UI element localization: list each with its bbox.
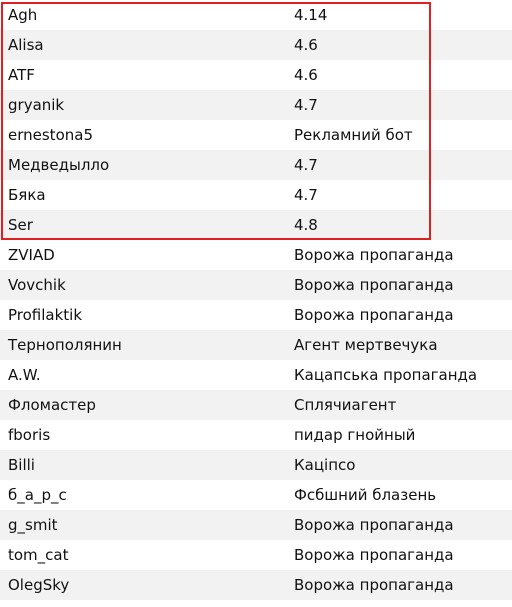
user-name: ernestona5 [8, 126, 93, 144]
user-value: 4.7 [294, 96, 318, 114]
table-row [0, 120, 512, 150]
user-name: g_smit [8, 516, 58, 534]
user-value: 4.6 [294, 36, 318, 54]
table-row [0, 420, 512, 450]
user-value: Каціпсо [294, 456, 356, 474]
user-name: Бяка [8, 186, 46, 204]
user-name: б_а_р_с [8, 486, 67, 504]
user-name: ATF [8, 66, 35, 84]
user-value: 4.6 [294, 66, 318, 84]
user-value: пидар гнойный [294, 426, 416, 444]
table-row [0, 270, 512, 300]
user-value: Кацапська пропаганда [294, 366, 478, 384]
table-row [0, 0, 512, 30]
table-row [0, 150, 512, 180]
user-value: Ворожа пропаганда [294, 546, 454, 564]
user-name: Медведылло [8, 156, 110, 174]
user-value: 4.8 [294, 216, 318, 234]
user-value: Фсбшний блазень [294, 486, 437, 504]
user-value: Ворожа пропаганда [294, 276, 454, 294]
user-value: Ворожа пропаганда [294, 516, 454, 534]
table-row [0, 60, 512, 90]
table-row [0, 210, 512, 240]
user-name: Тернополянин [8, 336, 122, 354]
user-name: ZVIAD [8, 246, 55, 264]
table-row [0, 450, 512, 480]
table-row [0, 330, 512, 360]
user-value: Агент мертвечука [294, 336, 438, 354]
user-name: tom_cat [8, 546, 69, 564]
user-name: Profilaktik [8, 306, 83, 324]
table-row [0, 540, 512, 570]
user-name: Billi [8, 456, 35, 474]
user-name: Ser [8, 216, 33, 234]
user-name: Agh [8, 6, 38, 24]
table-row [0, 360, 512, 390]
table-row [0, 300, 512, 330]
table-row [0, 480, 512, 510]
table-row [0, 90, 512, 120]
user-value: 4.14 [294, 6, 328, 24]
user-value: Ворожа пропаганда [294, 246, 454, 264]
user-name: Vovchik [8, 276, 66, 294]
user-value: Ворожа пропаганда [294, 576, 454, 594]
user-name: OlegSky [8, 576, 70, 594]
user-name: gryanik [8, 96, 65, 114]
table-row [0, 390, 512, 420]
user-name: Alisa [8, 36, 44, 54]
user-value: Ворожа пропаганда [294, 306, 454, 324]
user-value: Сплячиагент [294, 396, 397, 414]
user-value: 4.7 [294, 156, 318, 174]
table-row [0, 30, 512, 60]
user-name: A.W. [8, 366, 41, 384]
user-value: Рекламний бот [294, 126, 413, 144]
user-name: fboris [8, 426, 51, 444]
user-value: 4.7 [294, 186, 318, 204]
table-row [0, 570, 512, 600]
table-row [0, 240, 512, 270]
user-name: Фломастер [8, 396, 96, 414]
table-row [0, 180, 512, 210]
table-row [0, 510, 512, 540]
